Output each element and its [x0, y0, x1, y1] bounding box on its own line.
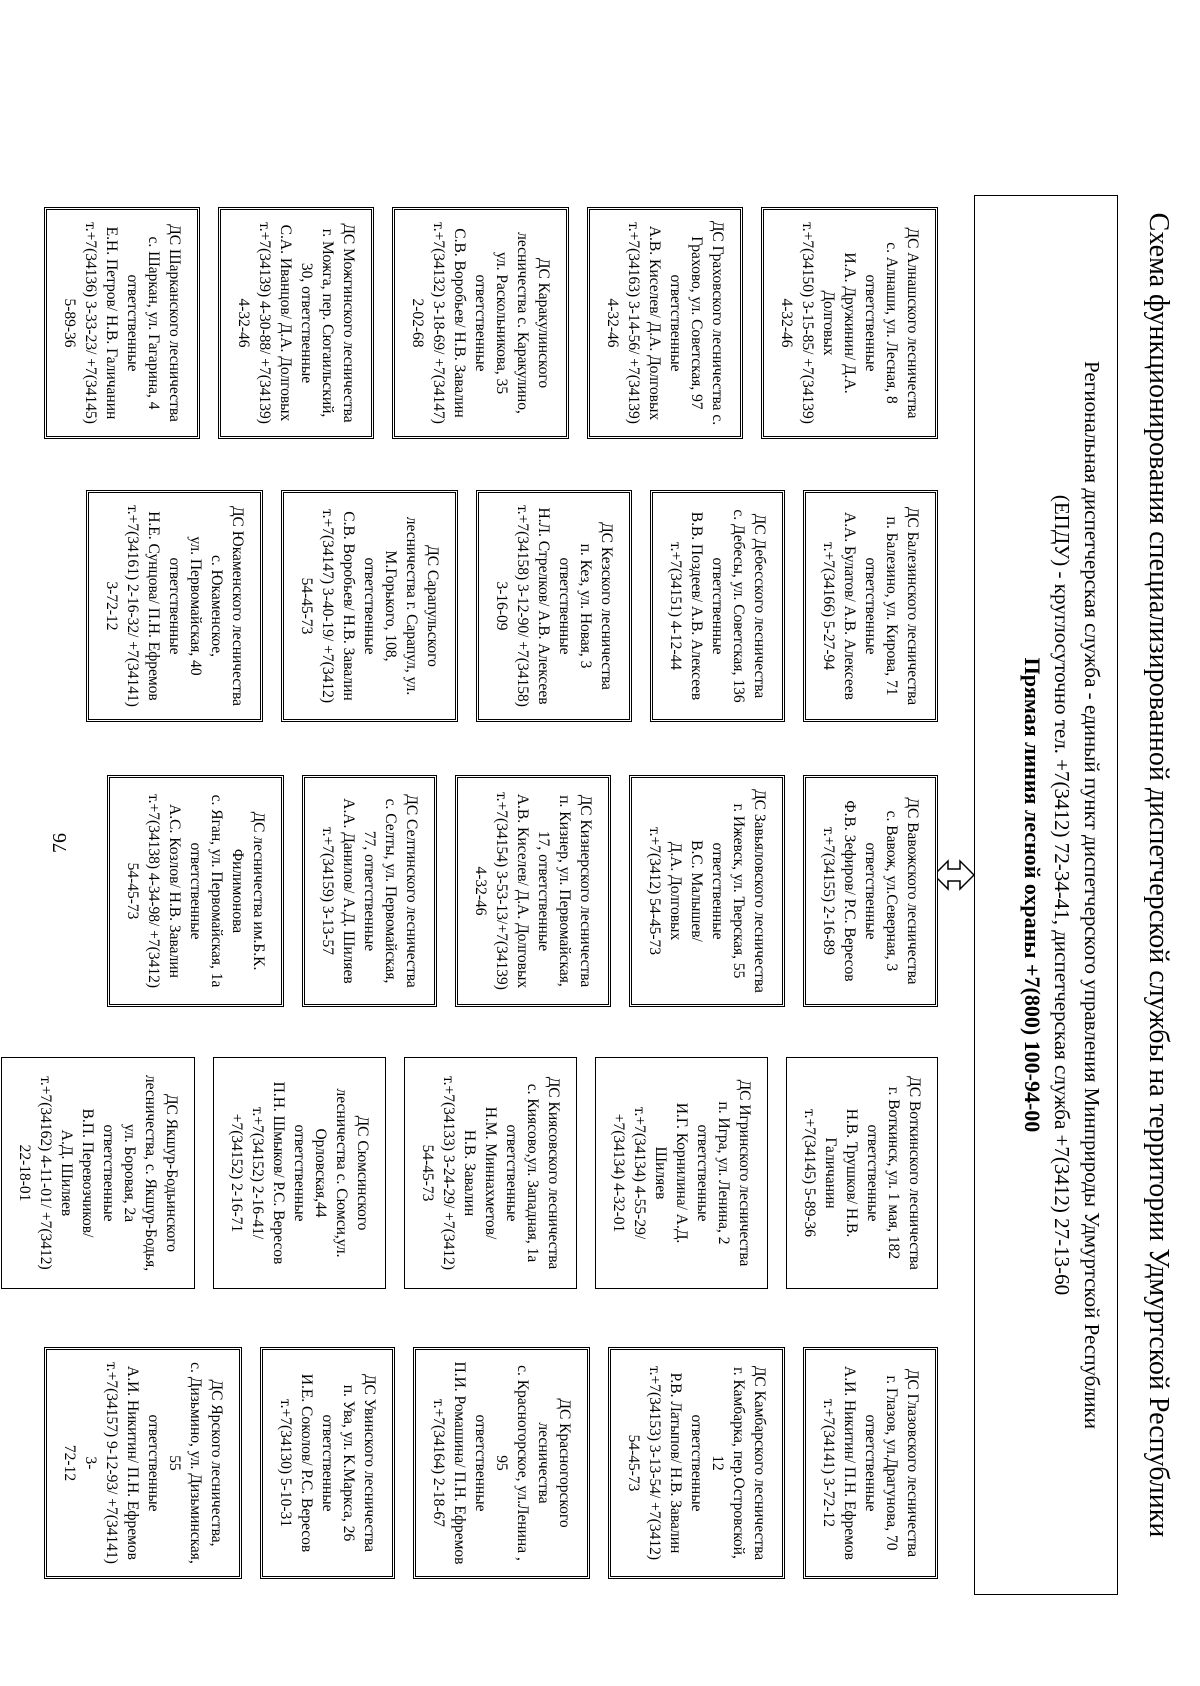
card-line: т.+7(34159) 3-13-57 [319, 827, 336, 955]
page-title: Схема функционирования специализированной диспетчерской службы на территории Удмуртской Республики [1143, 212, 1174, 1538]
card-line: п. Кизнер, ул. Первомайская, [556, 795, 573, 987]
card-line: т.+7(34153) 3-13-54/ +7(3412) [646, 1366, 663, 1560]
card-line: ответственные [187, 842, 204, 940]
card-line: И.А. Дружинин/ Д.А. [841, 252, 858, 394]
card-line: т.+7(34166) 5-27-94 [820, 542, 837, 670]
card-line: 22-18-01 [16, 1144, 33, 1202]
card-line: ДС лесничества им.Б.К. [250, 811, 267, 971]
card-line: т.+7(34134) 4-55-29/ [631, 1106, 648, 1240]
card-line: ответственные [319, 1414, 336, 1512]
card-line: п. Балезино, ул. Кирова, 71 [883, 516, 900, 696]
card-line: 54-45-73 [625, 1434, 642, 1492]
card-line: Д.А. Долговых [667, 841, 684, 941]
card-line: ответственные [709, 557, 726, 655]
card-line: 3-16-09 [493, 581, 510, 631]
card-line: ответственные [503, 1124, 520, 1222]
column-3 [89, 775, 938, 1007]
card-line: ответственные [862, 842, 879, 940]
card-line: с. Алнаши, ул. Лесная, 8 [883, 242, 900, 404]
card-line: 4-32-46 [235, 298, 252, 348]
dispatch-card [302, 775, 437, 1007]
dispatch-card [218, 207, 374, 439]
card-line: И.Г. Корнилина/ А.Д. [673, 1102, 690, 1244]
card-line: ДС Дебесского лесничества [751, 513, 768, 699]
dispatch-card [44, 207, 200, 439]
dispatch-card [44, 1347, 242, 1579]
card-line: т.+7(34164) 2-18-67 [430, 1399, 447, 1527]
card-line: п. Ува, ул. К.Маркса, 26 [340, 1384, 357, 1542]
regional-dispatch-box [974, 195, 1118, 1595]
card-line: п. Кез, ул. Новая, 3 [577, 543, 594, 669]
card-line: ответственные [862, 274, 879, 372]
column-5 [26, 1347, 938, 1579]
card-line: т.+7(34130) 5-10-31 [277, 1399, 294, 1527]
card-line: ДС Вавожского лесничества [904, 797, 921, 985]
card-line: ответственные [862, 1414, 879, 1512]
card-line: т.+7(34150) 3-15-85/ +7(34139) [799, 222, 816, 424]
card-line: лесничества с. Сюмси,ул. [333, 1088, 350, 1258]
card-line: ответственные [709, 842, 726, 940]
card-line: А.В. Киселев/ Д.А. Долговых [646, 225, 663, 421]
card-line: 3-72-12 [103, 581, 120, 631]
card-line: ответственные [100, 1124, 117, 1222]
card-line: т.+7(34162) 4-11-01/ +7(3412) [37, 1076, 54, 1270]
card-line: ответственные [145, 1414, 162, 1512]
dispatch-card [803, 490, 938, 722]
card-line: Н.Л. Стрелков/ А.В. Алексеев [535, 507, 552, 705]
dispatch-card [86, 490, 263, 722]
card-line: +7(34152) 2-16-71 [228, 1113, 245, 1233]
page-number: 76 [49, 833, 71, 853]
card-line: Филимонова [229, 848, 246, 934]
header-line-2: (ЕПДУ) - круглосуточно тел. +7(3412) 72-34-41, диспетчерская служба +7(3412) 27-13-60 [1050, 494, 1074, 1296]
card-line: ДС Юкаменского лесничества [229, 505, 246, 707]
card-line: Е.Н. Петров/ Н.В. Галичанин [103, 226, 120, 420]
card-line: Н.В. Трушков/ Н.В. [843, 1108, 860, 1238]
column-2 [68, 490, 938, 722]
card-line: А.А. Данилов/ А.Д. Шиляев [340, 798, 357, 984]
card-line: ДС Красногорского лесничества [535, 1398, 573, 1528]
card-line: П.Н. Шмыков/ Р.С. Вересов [270, 1081, 287, 1265]
card-line: ДС Алнашского лесничества [904, 227, 921, 419]
card-line: ДС Граховского лесничества с. [709, 220, 726, 426]
card-line: т.+7(34136) 3-33-23/ +7(34145) [82, 222, 99, 424]
card-line: с. Шаркан, ул. Гагарина, 4 [145, 236, 162, 410]
card-line: А.А. Булатов/ А.В. Алексеев [841, 512, 858, 700]
card-line: ответственные [166, 557, 183, 655]
forest-hotline: Прямая линия лесной охраны +7(800) 100-94-00 [1020, 657, 1045, 1133]
card-line: ДС Сюмсинского [354, 1115, 371, 1231]
card-line: 4-32-46 [604, 298, 621, 348]
dispatch-card [281, 490, 458, 722]
card-line: С.В. Воробьев/ Н.В. Завалин [340, 511, 357, 701]
card-line: И.Е. Соколов/ Р.С. Вересов [298, 1373, 315, 1553]
card-line: г. Глазов, ул.Драгунова, 70 [883, 1375, 900, 1551]
card-line: ДС Кезского лесничества [598, 522, 615, 690]
card-line: Шиляев [652, 1146, 669, 1200]
card-line: г. Можга, пер. Сюгаильский, [319, 228, 336, 418]
dispatch-card [587, 207, 743, 439]
card-line: ул. Первомайская, 40 [187, 536, 204, 676]
dispatch-card [260, 1347, 395, 1579]
card-line: С.В. Воробьев/ Н.В. Завалин [451, 228, 468, 418]
card-line: ДС Сарапульского [424, 545, 441, 667]
card-line: А.Д. Шиляев [58, 1129, 75, 1217]
card-line: ДС Кизнерского лесничества [577, 794, 594, 988]
card-line: лесничества, с. Якшур-Бодья, [142, 1074, 159, 1272]
card-line: Орловская,44 [312, 1128, 329, 1218]
card-line: ответственные [291, 1124, 308, 1222]
card-line: С.А. Иванцов/ Д.А. Долговых [277, 224, 294, 422]
dispatch-card [413, 1347, 590, 1579]
card-line: т.+7(34141) 3-72-12 [820, 1399, 837, 1527]
card-line: 72-12 [61, 1444, 78, 1482]
card-line: 4-32-46 [778, 298, 795, 348]
card-line: В.С. Малышев/ [688, 840, 705, 942]
column-4 [0, 1057, 938, 1289]
card-line: ответственные [556, 557, 573, 655]
card-line: ДС Воткинского лесничества [906, 1076, 923, 1270]
dispatch-card [629, 775, 785, 1007]
card-line: т.+7(34157) 9-12-93/ +7(34141) 3- [82, 1362, 120, 1564]
card-line: 4-32-46 [472, 866, 489, 916]
card-line: ответственные [864, 1124, 881, 1222]
card-line: т.+7(34145) 5-89-36 [801, 1109, 818, 1237]
card-line: т.+7(34147) 3-40-19/ +7(3412) [319, 509, 336, 703]
card-line: Грахово, ул. Советская, 97 [688, 236, 705, 410]
dispatch-card [476, 490, 632, 722]
card-line: 54-45-73 [419, 1144, 436, 1202]
dispatch-card [392, 207, 569, 439]
dispatch-card [595, 1057, 768, 1289]
card-line: г. Камбарка, пер.Островской, 12 [709, 1367, 747, 1559]
card-line: 5-89-36 [61, 298, 78, 348]
card-line: ул. Раскольникова, 35 [493, 251, 510, 395]
dispatch-card [608, 1347, 785, 1579]
card-line: А.С. Козлов/ Н.В. Завалин [166, 804, 183, 978]
card-line: т.+7(34138) 4-34-98/ +7(3412) [145, 794, 162, 988]
card-line: ответственные [667, 274, 684, 372]
card-line: ответственные [694, 1124, 711, 1222]
card-line: В.П. Перевозчиков/ [79, 1108, 96, 1238]
card-line: ДС Глазовского лесничества [904, 1368, 921, 1558]
card-line: т.+7(34163) 3-14-56/ +7(34139) [625, 222, 642, 424]
card-line: ответственные [472, 274, 489, 372]
card-line: 77, ответственные [361, 830, 378, 952]
card-line: П.И. Ромашина/ П.Н. Ефремов [451, 1361, 468, 1565]
card-line: т.+7(34152) 2-16-41/ [249, 1106, 266, 1240]
dispatch-card [761, 207, 938, 439]
dispatch-card [404, 1057, 577, 1289]
card-line: п. Игра, ул. Ленина, 2 [715, 1101, 732, 1245]
card-line: т.+7(34132) 3-18-69/ +7(34147) [430, 222, 447, 424]
dispatch-card [803, 775, 938, 1007]
card-line: ДС Игринского лесничества [736, 1079, 753, 1267]
card-line: с. Яган, ул. Первомайская, 1а [208, 794, 225, 988]
card-line: ответственные [472, 1414, 489, 1512]
card-line: ответственные [688, 1414, 705, 1512]
card-line: +7(34134) 4-32-01 [610, 1113, 627, 1233]
card-line: Н.В. Завалин [461, 1129, 478, 1217]
card-line: т.+7(34158) 3-12-90/ +7(34158) [514, 505, 531, 707]
card-line: 2-02-68 [409, 298, 426, 348]
card-line: т.+7(34133) 3-24-29/ +7(3412) [440, 1076, 457, 1270]
card-line: ответственные [124, 274, 141, 372]
card-line: лесничества с. Каракулино, [514, 232, 531, 414]
card-line: ДС Завьяловского лесничества [751, 789, 768, 993]
dispatch-card [213, 1057, 386, 1289]
card-line: с. Красногорское, ул.Ленина , 95 [493, 1365, 531, 1561]
card-line: т.+7(34139) 4-30-88/ +7(34139) [256, 222, 273, 424]
card-line: ДС Можгинского лесничества [340, 223, 357, 423]
card-line: т.+7(34161) 2-16-32/ +7(34141) [124, 505, 141, 707]
double-arrow-icon [934, 95, 974, 1655]
card-line: Н.Е. Сунцова/ П.Н. Ефремов [145, 511, 162, 701]
card-line: М.Горького, 108, [382, 550, 399, 662]
card-line: А.И. Никитин/ П.Н. Ефремов [124, 1366, 141, 1560]
card-line: г. Воткинск, ул. 1 мая, 182 [885, 1086, 902, 1260]
card-line: с. Киясово,ул. Западная, 1а [524, 1083, 541, 1263]
card-line: г. Ижевск, ул. Тверская, 55 [730, 803, 747, 979]
dispatch-card [107, 775, 284, 1007]
card-line: 54-45-73 [298, 577, 315, 635]
card-line: ответственные [361, 557, 378, 655]
card-line: А.И. Никитин/ П.Н. Ефремов [841, 1366, 858, 1560]
card-line: с. Селты, ул. Первомайская, [382, 798, 399, 984]
card-line: Н.М. Миннахметов/ [482, 1106, 499, 1240]
card-line: ДС Якшур-Бодьинского [163, 1093, 180, 1253]
card-line: т.+7(3412) 54-45-73 [646, 827, 663, 955]
card-line: Галичанин [822, 1137, 839, 1209]
card-line: с. Дизьмино, ул. Дизьминская, 55 [166, 1362, 204, 1564]
card-line: ул. Боровая, 2а [121, 1123, 138, 1223]
card-line: лесничества г. Сарапул, ул. [403, 516, 420, 696]
card-line: Долговых [820, 290, 837, 356]
card-line: 30, ответственные [298, 262, 315, 384]
dispatch-card [455, 775, 611, 1007]
card-line: с. Дебесы, ул. Советская, 136 [730, 509, 747, 703]
dispatch-card [786, 1057, 938, 1289]
dispatch-card [650, 490, 785, 722]
header-line-1: Региональная диспетчерская служба - единый пункт диспетчерского управления Минприроды Удмуртской Республики [1080, 361, 1104, 1429]
card-line: с. Вавож, ул.Северная, 3 [883, 810, 900, 972]
card-line: 17, ответственные [535, 830, 552, 952]
card-line: ДС Камбарского лесничества [751, 1365, 768, 1561]
card-line: т.+7(34151) 4-12-44 [667, 542, 684, 670]
card-line: ДС Увинского лесничества [361, 1373, 378, 1553]
column-1 [26, 207, 938, 439]
card-line: т.+7(34154) 3-53-13/+7(34139) [493, 792, 510, 990]
card-line: ответственные [862, 557, 879, 655]
card-line: А.В. Киселев/ Д.А. Долговых [514, 793, 531, 989]
card-line: Р.В. Латыпов/ Н.В. Завалин [667, 1372, 684, 1554]
card-line: ДС Балезинского лесничества [904, 506, 921, 706]
card-line: с. Юкаменское, [208, 554, 225, 658]
dispatch-card [1, 1057, 195, 1289]
card-line: В.В. Поздеев/ А.В. Алексеев [688, 511, 705, 701]
card-line: т.+7(34155) 2-16-89 [820, 827, 837, 955]
card-line: ДС Каракулинского [535, 257, 552, 389]
card-line: Ф.В. Зефиров/ Р.С. Вересов [841, 800, 858, 982]
card-line: 54-45-73 [124, 862, 141, 920]
card-line: ДС Ярского лесничества, [208, 1379, 225, 1547]
dispatch-card [803, 1347, 938, 1579]
card-line: ДС Киясовского лесничества [545, 1076, 562, 1270]
card-line: ДС Шарканского лесничества [166, 224, 183, 422]
card-line: ДС Селтинского лесничества [403, 794, 420, 988]
